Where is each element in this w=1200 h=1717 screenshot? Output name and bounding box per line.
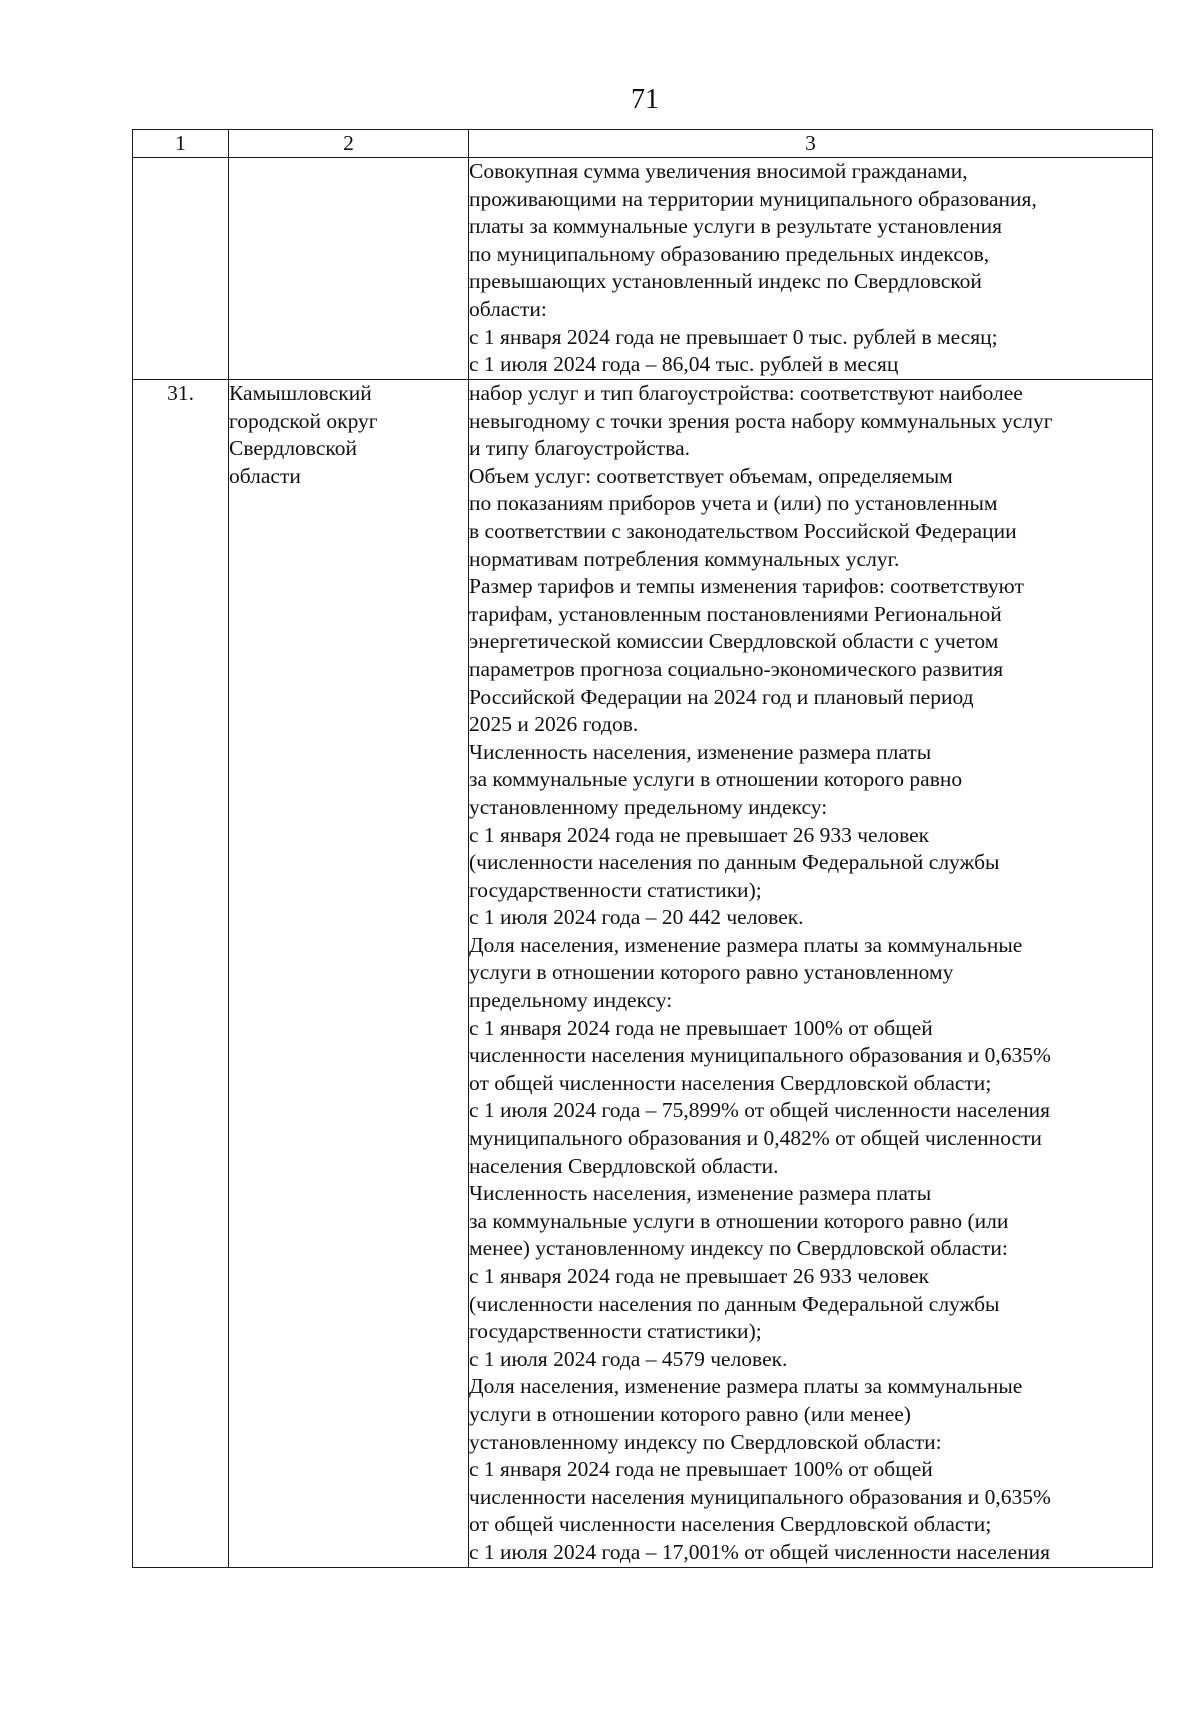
description-cell [469,380,1153,1568]
municipality-name-cell [229,380,469,1568]
description-line: с 1 июля 2024 года – 86,04 тыс. рублей в месяц [469,352,899,377]
description-line: за коммунальные услуги в отношении которого равно (или [469,1208,1009,1233]
description-line: (численности населения по данным Федеральной службы [469,1291,1000,1316]
description-line: в соответствии с законодательством Российской Федерации [469,518,1017,543]
description-line: по муниципальному образованию предельных индексов, [469,241,990,266]
description-line: государственности статистики); [469,1319,762,1344]
description-line: невыгодному с точки зрения роста набору коммунальных услуг [469,408,1053,433]
description-line: установленному индексу по Свердловской области: [469,1429,942,1454]
description-line: с 1 июля 2024 года – 4579 человек. [469,1346,788,1371]
description-line: с 1 июля 2024 года – 75,899% от общей численности населения [469,1098,1050,1123]
municipality-name-cell [229,158,469,380]
description-line: с 1 января 2024 года не превышает 0 тыс. рублей в месяц; [469,324,998,349]
header-col-1: 1 [133,130,229,158]
description-line: Доля населения, изменение размера платы за коммунальные [469,932,1023,957]
description-line: от общей численности населения Свердловской области; [469,1070,992,1095]
table-header-row [133,130,1153,158]
description-line: Совокупная сумма увеличения вносимой гражданами, [469,159,968,183]
municipality-name-line: области [229,463,301,488]
description-line: Российской Федерации на 2024 год и плановый период [469,684,974,709]
description-line: нормативам потребления коммунальных услуг. [469,546,900,571]
municipality-name-line: Свердловской [229,436,357,461]
description-line: Численность населения, изменение размера платы [469,1181,932,1206]
table-row [133,380,1153,1568]
description-line: Доля населения, изменение размера платы за коммунальные [469,1374,1023,1399]
description-line: менее) установленному индексу по Свердловской области: [469,1236,1008,1261]
description-line: с 1 января 2024 года не превышает 100% от общей [469,1015,933,1040]
description-line: от общей численности населения Свердловской области; [469,1512,992,1537]
description-line: с 1 июля 2024 года – 20 442 человек. [469,905,804,930]
description-line: с 1 июля 2024 года – 17,001% от общей численности населения [469,1539,1050,1564]
description-line: с 1 января 2024 года не превышает 26 933 человек [469,822,930,847]
header-col-2: 2 [229,130,469,158]
description-line: с 1 января 2024 года не превышает 26 933 человек [469,1264,930,1288]
description-line: населения Свердловской области. [469,1153,779,1178]
page-number: 71 [631,84,659,115]
row-number-cell: 31. [133,380,229,1568]
description-line: услуги в отношении которого равно установленному [469,960,954,985]
description-line: услуги в отношении которого равно (или менее) [469,1401,911,1426]
description-line: 2025 и 2026 годов. [469,712,639,737]
description-line: превышающих установленный индекс по Свердловской [469,269,982,294]
description-line: численности населения муниципального образования и 0,635% [469,1043,1051,1068]
description-line: энергетической комиссии Свердловской области с учетом [469,629,999,654]
description-line: государственности статистики); [469,877,762,902]
description-line: муниципального образования и 0,482% от общей численности [469,1126,1042,1151]
description-line: Численность населения, изменение размера платы [469,739,932,764]
header-col-3: 3 [469,130,1153,158]
description-cell [469,158,1153,380]
description-line: Объем услуг: соответствует объемам, определяемым [469,463,953,488]
description-line: по показаниям приборов учета и (или) по установленным [469,491,998,516]
description-line: набор услуг и тип благоустройства: соответствуют наиболее [469,381,1023,405]
row-number-cell [133,158,229,380]
description-line: проживающими на территории муниципального образования, [469,186,1037,211]
description-line: с 1 января 2024 года не превышает 100% от общей [469,1457,933,1482]
description-line: параметров прогноза социально-экономического развития [469,656,1004,681]
municipality-name-line: городской округ [229,408,378,433]
description-line: (численности населения по данным Федеральной службы [469,850,1000,875]
description-line: установленному предельному индексу: [469,794,828,819]
description-line: платы за коммунальные услуги в результате установления [469,214,1003,239]
description-line: тарифам, установленным постановлениями Региональной [469,601,1002,626]
description-line: предельному индексу: [469,988,673,1013]
description-line: и типу благоустройства. [469,436,690,461]
description-line: за коммунальные услуги в отношении которого равно [469,767,963,792]
document-table [132,129,1153,1568]
table-row [133,158,1153,380]
description-line: численности населения муниципального образования и 0,635% [469,1484,1051,1509]
municipality-name-line: Камышловский [229,381,372,405]
description-line: области: [469,296,547,321]
description-line: Размер тарифов и темпы изменения тарифов: соответствуют [469,574,1024,599]
